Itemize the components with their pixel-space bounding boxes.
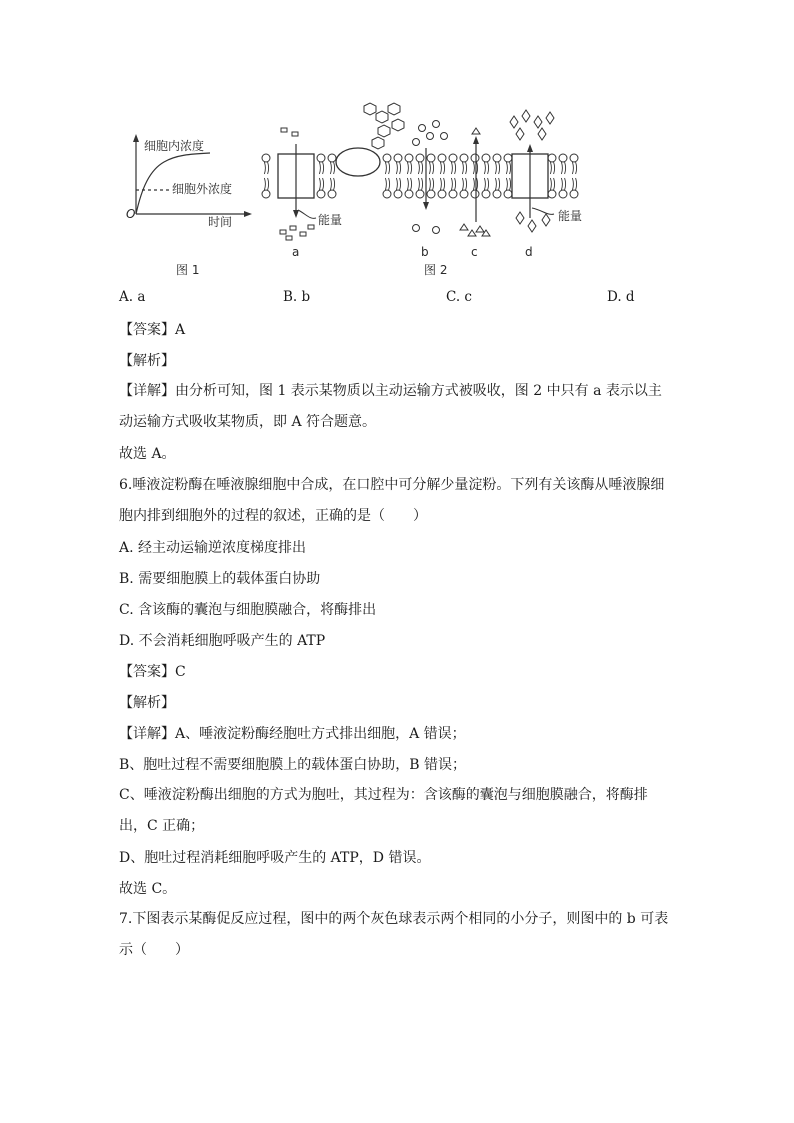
q5-analysis-heading: 【解析】 bbox=[119, 353, 175, 369]
lipid-tail bbox=[499, 162, 500, 174]
graph-dashed-label: 细胞外浓度 bbox=[172, 182, 233, 196]
q6-option-c: C. 含该酶的囊泡与细胞膜融合，将酶排出 bbox=[119, 602, 377, 618]
lipid-tail bbox=[389, 178, 390, 190]
lipid-head bbox=[559, 190, 567, 198]
lipid-tail bbox=[565, 178, 566, 190]
lipid-head bbox=[449, 190, 457, 198]
lipid-tail bbox=[385, 162, 386, 174]
graph-origin: O bbox=[126, 207, 136, 221]
lipid-head bbox=[482, 190, 490, 198]
lipid-tail bbox=[484, 178, 485, 190]
lipid-head bbox=[416, 154, 424, 162]
figure-svg bbox=[118, 92, 678, 284]
lipid-tail bbox=[451, 178, 452, 190]
lipid-head bbox=[383, 190, 391, 198]
lipid-tail bbox=[422, 178, 423, 190]
lipid-tail bbox=[385, 178, 386, 190]
lipid-tail bbox=[455, 178, 456, 190]
lipid-tail bbox=[550, 162, 551, 174]
lipid-tail bbox=[466, 162, 467, 174]
lipid-tail bbox=[510, 162, 511, 174]
lipid-tail bbox=[323, 178, 324, 190]
lipid-head bbox=[405, 154, 413, 162]
lipid-tail bbox=[264, 178, 265, 190]
lipid-tail bbox=[499, 178, 500, 190]
receptor-protein bbox=[336, 148, 380, 176]
lipid-tail bbox=[506, 162, 507, 174]
q6-detail-d: D、胞吐过程消耗细胞呼吸产生的 ATP，D 错误。 bbox=[119, 850, 431, 866]
q5-option-b: B. b bbox=[283, 289, 311, 305]
lipid-tail bbox=[488, 162, 489, 174]
lipid-head bbox=[438, 190, 446, 198]
energy-label-a: 能量 bbox=[318, 213, 343, 227]
lipid-tail bbox=[418, 162, 419, 174]
lipid-tail bbox=[440, 162, 441, 174]
membrane-diagram bbox=[262, 103, 578, 240]
lane-label-c: c bbox=[471, 245, 478, 259]
q5-options bbox=[119, 289, 679, 309]
graph-xlabel: 时间 bbox=[208, 215, 233, 229]
lipid-head bbox=[559, 154, 567, 162]
lipid-head bbox=[449, 154, 457, 162]
lipid-head bbox=[427, 190, 435, 198]
lipid-tail bbox=[576, 162, 577, 174]
lipid-tail bbox=[433, 178, 434, 190]
lipid-tail bbox=[572, 178, 573, 190]
lipid-tail bbox=[506, 178, 507, 190]
lipid-tail bbox=[554, 162, 555, 174]
lipid-tail bbox=[473, 178, 474, 190]
lipid-tail bbox=[477, 178, 478, 190]
lipid-tail bbox=[334, 162, 335, 174]
lipid-head bbox=[416, 190, 424, 198]
lipid-tail bbox=[554, 178, 555, 190]
q6-detail-a: 【详解】A、唾液淀粉酶经胞吐方式排出细胞，A 错误； bbox=[119, 726, 466, 742]
lipid-tail bbox=[550, 178, 551, 190]
lipid-head bbox=[328, 190, 336, 198]
lipid-head bbox=[471, 190, 479, 198]
lane-label-a: a bbox=[292, 245, 300, 259]
lipid-head bbox=[548, 190, 556, 198]
lipid-tail bbox=[334, 178, 335, 190]
lipid-head bbox=[427, 154, 435, 162]
q5-option-c: C. c bbox=[446, 289, 472, 305]
lipid-tail bbox=[477, 162, 478, 174]
lipid-head bbox=[570, 190, 578, 198]
q5-answer: 【答案】A bbox=[119, 322, 186, 338]
lipid-tail bbox=[264, 162, 265, 174]
q6-option-d: D. 不会消耗细胞呼吸产生的 ATP bbox=[119, 633, 326, 649]
q5-choose: 故选 A。 bbox=[119, 446, 176, 462]
q6-answer: 【答案】C bbox=[119, 664, 186, 680]
lipid-tail bbox=[565, 162, 566, 174]
q6-option-a: A. 经主动运输逆浓度梯度排出 bbox=[119, 540, 307, 556]
lipid-head bbox=[262, 154, 270, 162]
lipid-tail bbox=[444, 178, 445, 190]
lipid-tail bbox=[462, 178, 463, 190]
lipid-tail bbox=[429, 162, 430, 174]
lipid-tail bbox=[451, 162, 452, 174]
lane-label-d: d bbox=[525, 245, 533, 259]
molecules-b bbox=[413, 121, 448, 234]
lipid-tail bbox=[572, 162, 573, 174]
lipid-tail bbox=[510, 178, 511, 190]
lipid-head bbox=[570, 154, 578, 162]
lipid-tail bbox=[422, 162, 423, 174]
lipid-head bbox=[493, 154, 501, 162]
q5-detail: 【详解】由分析可知，图 1 表示某物质以主动运输方式被吸收，图 2 中只有 a 表示以主动运输方式吸收某物质，即 A 符合题意。 bbox=[119, 383, 662, 430]
lipid-tail bbox=[411, 162, 412, 174]
lipid-tail bbox=[466, 178, 467, 190]
lipid-tail bbox=[576, 178, 577, 190]
lipid-tail bbox=[440, 178, 441, 190]
q5-option-d: D. d bbox=[607, 289, 635, 305]
lipid-tail bbox=[455, 162, 456, 174]
graph-ylabel: 细胞内浓度 bbox=[144, 139, 205, 153]
lane-label-b: b bbox=[421, 245, 429, 259]
lipid-head bbox=[394, 154, 402, 162]
lipid-head bbox=[383, 154, 391, 162]
lipid-head bbox=[548, 154, 556, 162]
lipid-tail bbox=[484, 162, 485, 174]
lipid-head bbox=[482, 154, 490, 162]
lipid-tail bbox=[488, 178, 489, 190]
lipid-tail bbox=[330, 162, 331, 174]
lipid-head bbox=[317, 190, 325, 198]
q7-stem: 7.下图表示某酶促反应过程，图中的两个灰色球表示两个相同的小分子，则图中的 b 可表示（ ） bbox=[119, 911, 669, 958]
lipid-head bbox=[438, 154, 446, 162]
ligand-chain bbox=[364, 103, 404, 149]
lipid-tail bbox=[495, 162, 496, 174]
lipid-tail bbox=[473, 162, 474, 174]
lipid-tail bbox=[396, 162, 397, 174]
lipid-tail bbox=[400, 162, 401, 174]
lipid-head bbox=[317, 154, 325, 162]
lipid-head bbox=[504, 154, 512, 162]
lipid-tail bbox=[407, 162, 408, 174]
lipid-tail bbox=[389, 162, 390, 174]
membrane-caption: 图 2 bbox=[424, 263, 448, 277]
lipid-tail bbox=[411, 178, 412, 190]
lipid-tail bbox=[561, 162, 562, 174]
graph-caption: 图 1 bbox=[176, 263, 200, 277]
lipid-tail bbox=[495, 178, 496, 190]
q6-detail-c: C、唾液淀粉酶出细胞的方式为胞吐，其过程为：含该酶的囊泡与细胞膜融合，将酶排出，C 正确； bbox=[119, 787, 648, 834]
lipid-tail bbox=[268, 162, 269, 174]
lipid-head bbox=[460, 190, 468, 198]
lipid-head bbox=[262, 190, 270, 198]
q5-option-a: A. a bbox=[119, 289, 146, 305]
lipid-tail bbox=[400, 178, 401, 190]
q6-stem: 6.唾液淀粉酶在唾液腺细胞中合成，在口腔中可分解少量淀粉。下列有关该酶从唾液腺细胞内排到细胞外的过程的叙述，正确的是（ ） bbox=[119, 477, 665, 524]
lipid-tail bbox=[407, 178, 408, 190]
energy-label-d: 能量 bbox=[558, 209, 583, 223]
q6-detail-b: B、胞吐过程不需要细胞膜上的载体蛋白协助，B 错误； bbox=[119, 757, 467, 773]
q6-choose: 故选 C。 bbox=[119, 881, 177, 897]
lipid-tail bbox=[396, 178, 397, 190]
lipid-head bbox=[405, 190, 413, 198]
lipid-tail bbox=[462, 162, 463, 174]
lipid-head bbox=[504, 190, 512, 198]
lipid-tail bbox=[444, 162, 445, 174]
lipid-tail bbox=[319, 162, 320, 174]
lipid-tail bbox=[330, 178, 331, 190]
lipid-tail bbox=[429, 178, 430, 190]
lipid-tail bbox=[268, 178, 269, 190]
lipid-head bbox=[460, 154, 468, 162]
lipid-tail bbox=[418, 178, 419, 190]
lipid-tail bbox=[433, 162, 434, 174]
lipid-head bbox=[493, 190, 501, 198]
lipid-tail bbox=[561, 178, 562, 190]
lipid-tail bbox=[319, 178, 320, 190]
q6-option-b: B. 需要细胞膜上的载体蛋白协助 bbox=[119, 571, 321, 587]
lipid-head bbox=[471, 154, 479, 162]
q6-analysis-heading: 【解析】 bbox=[119, 695, 175, 711]
lipid-head bbox=[394, 190, 402, 198]
lipid-head bbox=[328, 154, 336, 162]
figure-q5 bbox=[118, 92, 678, 284]
lipid-tail bbox=[323, 162, 324, 174]
